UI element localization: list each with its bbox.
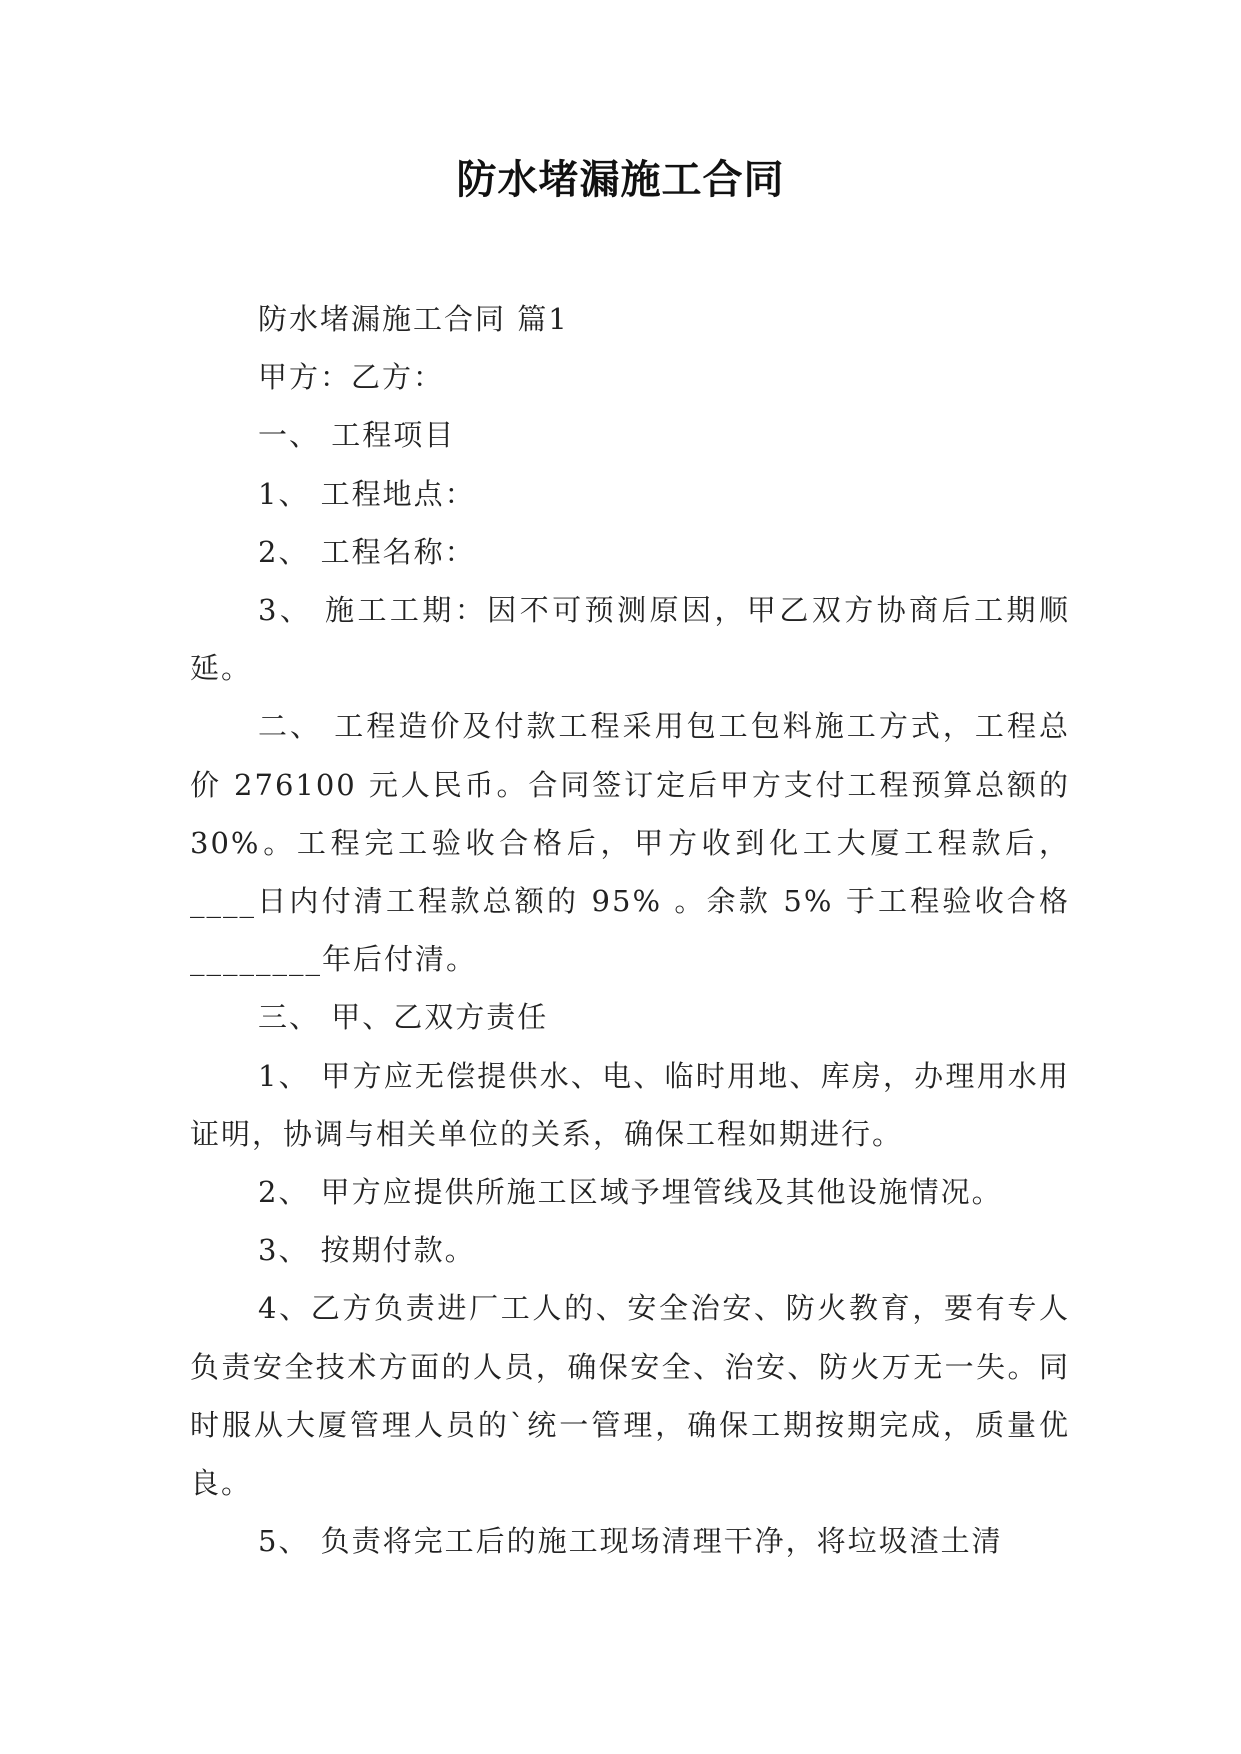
paragraph-project-location: 1、 工程地点： [258, 476, 476, 511]
paragraph-party-a-utilities: 1、 甲方应无偿提供水、电、临时用地、库房，办理用水用证明，协调与相关单位的关系，确保工程如期进行。 [190, 1058, 1070, 1151]
paragraph-parties: 甲方：乙方： [258, 360, 445, 395]
paragraph-cost-and-payment: 二、 工程造价及付款工程采用包工包料施工方式，工程总价 276100 元人民币。合同签订定后甲方支付工程预算总额的 30%。工程完工验收合格后，甲方收到化工大厦工程款后，____日内付清工程款总额的 95% 。余款 5% 于工程验收合格________年后付清。 [190, 709, 1070, 977]
paragraph-section-heading: 防水堵漏施工合同 篇1 [258, 302, 569, 336]
paragraph-project-heading: 一、 工程项目 [258, 418, 456, 453]
document-title: 防水堵漏施工合同 [456, 157, 785, 203]
paragraph-party-b-cleanup: 5、 负责将完工后的施工现场清理干净，将垃圾渣土清 [258, 1524, 1003, 1559]
document-body [190, 290, 1070, 1570]
paragraph-party-a-pipelines: 2、 甲方应提供所施工区域予埋管线及其他设施情况。 [258, 1175, 1003, 1210]
paragraph-party-a-payment: 3、 按期付款。 [258, 1233, 476, 1268]
paragraph-project-name: 2、 工程名称： [258, 534, 476, 569]
paragraph-responsibilities-heading: 三、 甲、乙双方责任 [258, 1000, 549, 1035]
paragraph-construction-period: 3、 施工工期：因不可预测原因，甲乙双方协商后工期顺延。 [190, 593, 1070, 686]
paragraph-party-b-safety: 4、乙方负责进厂工人的、安全治安、防火教育，要有专人负责安全技术方面的人员，确保安全、治安、防火万无一失。同时服从大厦管理人员的`统一管理，确保工期按期完成，质量优良。 [190, 1291, 1070, 1501]
